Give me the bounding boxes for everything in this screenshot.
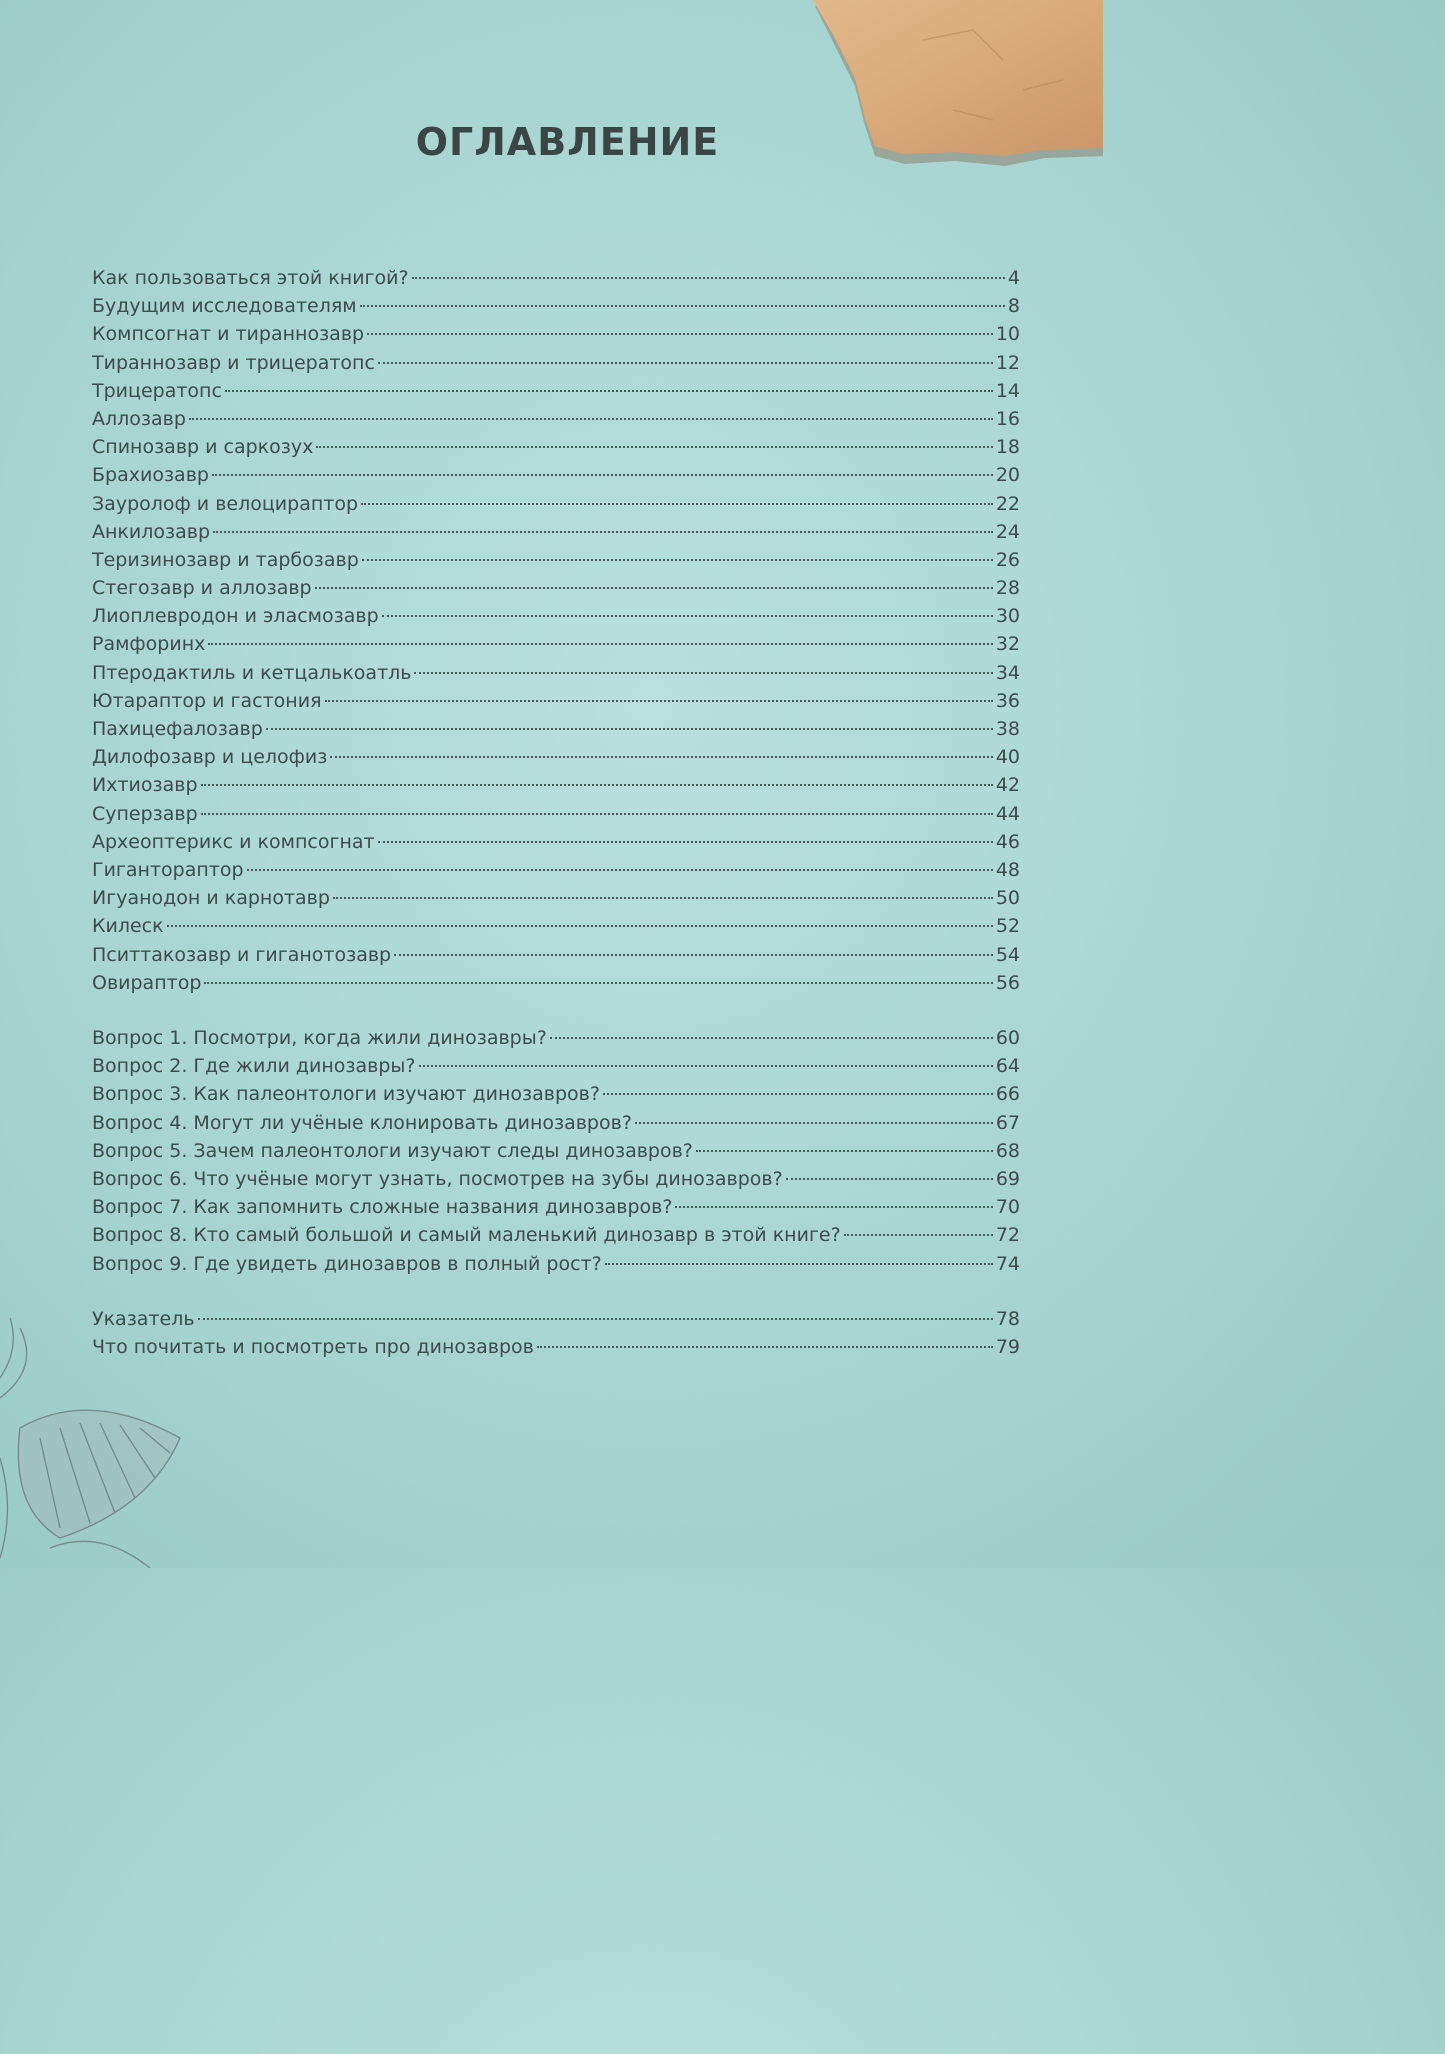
toc-entry-title: Ихтиозавр bbox=[92, 774, 198, 797]
toc-leader-dots bbox=[419, 1065, 993, 1067]
toc-leader-dots bbox=[315, 587, 993, 589]
toc-entry-title: Вопрос 8. Кто самый большой и самый маленький динозавр в этой книге? bbox=[92, 1224, 841, 1247]
toc-entry bbox=[92, 433, 1020, 461]
toc-leader-dots bbox=[333, 897, 993, 899]
toc-entry-title: Что почитать и посмотреть про динозавров bbox=[92, 1336, 534, 1359]
toc-entry bbox=[92, 941, 1020, 969]
toc-leader-dots bbox=[414, 672, 992, 674]
toc-page-number: 26 bbox=[995, 548, 1020, 571]
toc-entry-title: Вопрос 1. Посмотри, когда жили динозавры? bbox=[92, 1027, 547, 1049]
toc-page-number: 48 bbox=[995, 858, 1020, 881]
toc-entry bbox=[92, 771, 1020, 799]
toc-leader-dots bbox=[247, 869, 993, 871]
toc-entry bbox=[92, 912, 1020, 940]
toc-page-number: 36 bbox=[995, 689, 1020, 712]
toc-entry bbox=[92, 461, 1020, 489]
toc-entry bbox=[92, 1080, 1020, 1108]
toc-leader-dots bbox=[212, 474, 993, 476]
toc-entry-title: Тираннозавр и трицератопс bbox=[92, 351, 375, 374]
toc-entry-title: Суперзавр bbox=[92, 802, 198, 825]
toc-page-number: 72 bbox=[995, 1224, 1020, 1247]
toc-page-number: 8 bbox=[1007, 295, 1020, 318]
toc-page-number: 28 bbox=[995, 577, 1020, 600]
toc-entry-title: Килеск bbox=[92, 915, 164, 938]
toc-leader-dots bbox=[603, 1093, 993, 1095]
toc-page-number: 10 bbox=[995, 323, 1020, 346]
toc-entry-title: Будущим исследователям bbox=[92, 295, 357, 318]
toc-entry-title: Вопрос 3. Как палеонтологи изучают динозавров? bbox=[92, 1083, 600, 1106]
toc-leader-dots bbox=[550, 1037, 993, 1039]
toc-entry-title: Трицератопс bbox=[92, 379, 222, 402]
toc-leader-dots bbox=[378, 362, 993, 364]
toc-leader-dots bbox=[394, 954, 993, 956]
toc-entry-title: Вопрос 9. Где увидеть динозавров в полный рост? bbox=[92, 1252, 602, 1275]
toc-entry bbox=[92, 630, 1020, 658]
toc-entry bbox=[92, 1193, 1020, 1221]
toc-page-number: 60 bbox=[995, 1027, 1020, 1049]
toc-entry bbox=[92, 1221, 1020, 1249]
toc-page-number: 12 bbox=[995, 351, 1020, 374]
toc-entry bbox=[92, 292, 1020, 320]
toc-leader-dots bbox=[412, 277, 1005, 279]
toc-entry-title: Ютараптор и гастония bbox=[92, 689, 322, 712]
toc-entry bbox=[92, 856, 1020, 884]
toc-page-number: 34 bbox=[995, 661, 1020, 684]
toc-entry-title: Лиоплевродон и эласмозавр bbox=[92, 605, 379, 628]
toc-page-number: 74 bbox=[995, 1252, 1020, 1275]
toc-page-number: 70 bbox=[995, 1196, 1020, 1219]
toc-entry bbox=[92, 1052, 1020, 1080]
toc-entry bbox=[92, 1333, 1020, 1361]
toc-page-number: 69 bbox=[995, 1167, 1020, 1190]
toc-leader-dots bbox=[204, 982, 992, 984]
toc-leader-dots bbox=[675, 1206, 992, 1208]
toc-entry bbox=[92, 743, 1020, 771]
toc-entry bbox=[92, 1250, 1020, 1278]
toc-entry-title: Указатель bbox=[92, 1308, 195, 1330]
toc-page-number: 68 bbox=[995, 1139, 1020, 1162]
toc-entry-title: Зауролоф и велоцираптор bbox=[92, 492, 359, 515]
toc-entry bbox=[92, 1165, 1020, 1193]
toc-page-number: 40 bbox=[995, 746, 1020, 769]
toc-page-number: 16 bbox=[995, 407, 1020, 430]
toc-entry bbox=[92, 1305, 1020, 1333]
toc-entry bbox=[92, 800, 1020, 828]
toc-entry bbox=[92, 518, 1020, 546]
toc-leader-dots bbox=[537, 1346, 993, 1348]
toc-leader-dots bbox=[316, 446, 992, 448]
toc-entry-title: Спинозавр и саркозух bbox=[92, 436, 314, 459]
toc-page-number: 44 bbox=[995, 802, 1020, 825]
toc-page-number: 4 bbox=[1007, 267, 1020, 289]
toc-entry bbox=[92, 405, 1020, 433]
toc-entry bbox=[92, 602, 1020, 630]
toc-leader-dots bbox=[213, 531, 993, 533]
toc-page-number: 66 bbox=[995, 1083, 1020, 1106]
toc-entry bbox=[92, 264, 1020, 292]
toc-leader-dots bbox=[266, 728, 993, 730]
toc-entry bbox=[92, 377, 1020, 405]
toc-entry bbox=[92, 1137, 1020, 1165]
toc-entry bbox=[92, 659, 1020, 687]
toc-leader-dots bbox=[786, 1178, 993, 1180]
toc-entry bbox=[92, 969, 1020, 997]
toc-leader-dots bbox=[325, 700, 993, 702]
toc-page-number: 14 bbox=[995, 379, 1020, 402]
toc-page-number: 54 bbox=[995, 943, 1020, 966]
toc-entry-title: Дилофозавр и целофиз bbox=[92, 746, 328, 769]
toc-entry bbox=[92, 715, 1020, 743]
toc-leader-dots bbox=[360, 305, 1005, 307]
toc-leader-dots bbox=[189, 418, 993, 420]
toc-entry-title: Компсогнат и тираннозавр bbox=[92, 323, 365, 346]
toc-leader-dots bbox=[382, 615, 993, 617]
toc-page-number: 22 bbox=[995, 492, 1020, 515]
toc-entry-title: Вопрос 7. Как запомнить сложные названия динозавров? bbox=[92, 1196, 673, 1219]
toc-entry-title: Анкилозавр bbox=[92, 520, 211, 543]
toc-entry-title: Вопрос 6. Что учёные могут узнать, посмотрев на зубы динозавров? bbox=[92, 1167, 783, 1190]
toc-leader-dots bbox=[208, 643, 992, 645]
toc-entry bbox=[92, 490, 1020, 518]
toc-page-number: 79 bbox=[995, 1336, 1020, 1359]
toc-page-number: 67 bbox=[995, 1111, 1020, 1134]
toc-entry bbox=[92, 546, 1020, 574]
toc-entry bbox=[92, 828, 1020, 856]
toc-leader-dots bbox=[367, 333, 993, 335]
toc-page-number: 64 bbox=[995, 1055, 1020, 1078]
toc-entry-title: Рамфоринх bbox=[92, 633, 206, 656]
toc-entry-title: Овираптор bbox=[92, 971, 202, 994]
toc-entry bbox=[92, 349, 1020, 377]
toc-entry bbox=[92, 320, 1020, 348]
toc-entry-title: Птеродактиль и кетцалькоатль bbox=[92, 661, 412, 684]
toc-page-number: 42 bbox=[995, 774, 1020, 797]
toc-leader-dots bbox=[198, 1318, 993, 1320]
toc-entry-title: Вопрос 4. Могут ли учёные клонировать динозавров? bbox=[92, 1111, 632, 1134]
toc-leader-dots bbox=[201, 784, 993, 786]
toc-page-number: 32 bbox=[995, 633, 1020, 656]
toc-entry bbox=[92, 884, 1020, 912]
toc-entry-title: Пахицефалозавр bbox=[92, 718, 263, 740]
toc-leader-dots bbox=[635, 1122, 993, 1124]
toc-leader-dots bbox=[844, 1234, 993, 1236]
toc-page-number: 56 bbox=[995, 971, 1020, 994]
toc-leader-dots bbox=[201, 813, 993, 815]
toc-page-number: 38 bbox=[995, 718, 1020, 740]
toc-entry bbox=[92, 1024, 1020, 1052]
toc-entry-title: Стегозавр и аллозавр bbox=[92, 577, 312, 600]
toc-page-number: 24 bbox=[995, 520, 1020, 543]
toc-entry-title: Вопрос 2. Где жили динозавры? bbox=[92, 1055, 416, 1078]
toc-entry-title: Брахиозавр bbox=[92, 464, 209, 487]
toc-page-number: 50 bbox=[995, 887, 1020, 910]
toc-entry-title: Гиганторaптор bbox=[92, 858, 244, 881]
toc-entry-title: Вопрос 5. Зачем палеонтологи изучают следы динозавров? bbox=[92, 1139, 693, 1162]
toc-entry-title: Археоптерикс и компсогнат bbox=[92, 830, 375, 853]
toc-leader-dots bbox=[361, 503, 993, 505]
toc-leader-dots bbox=[696, 1150, 993, 1152]
toc-entry-title: Как пользоваться этой книгой? bbox=[92, 267, 409, 289]
toc-entry-title: Пситтакозавр и гиганотозавр bbox=[92, 943, 392, 966]
toc-page-number: 52 bbox=[995, 915, 1020, 938]
toc-entry bbox=[92, 574, 1020, 602]
toc-leader-dots bbox=[225, 390, 993, 392]
toc-leader-dots bbox=[378, 841, 993, 843]
toc-page-number: 30 bbox=[995, 605, 1020, 628]
toc-page-number: 46 bbox=[995, 830, 1020, 853]
toc-page-number: 18 bbox=[995, 436, 1020, 459]
toc-leader-dots bbox=[362, 559, 993, 561]
toc-section-questions bbox=[92, 1024, 1020, 1278]
toc-section-chapters bbox=[92, 264, 1020, 997]
toc-entry-title: Теризинозавр и тарбозавр bbox=[92, 548, 359, 571]
page-title: ОГЛАВЛЕНИЕ bbox=[415, 120, 720, 164]
toc-entry-title: Аллозавр bbox=[92, 407, 186, 430]
toc-entry bbox=[92, 1109, 1020, 1137]
toc-entry bbox=[92, 687, 1020, 715]
toc-leader-dots bbox=[330, 756, 992, 758]
toc-entry-title: Игуанодон и карнотавр bbox=[92, 887, 330, 910]
toc-leader-dots bbox=[167, 925, 993, 927]
toc-leader-dots bbox=[605, 1263, 993, 1265]
toc-section-appendix bbox=[92, 1305, 1020, 1361]
toc-page-number: 20 bbox=[995, 464, 1020, 487]
toc-page-number: 78 bbox=[995, 1308, 1020, 1330]
